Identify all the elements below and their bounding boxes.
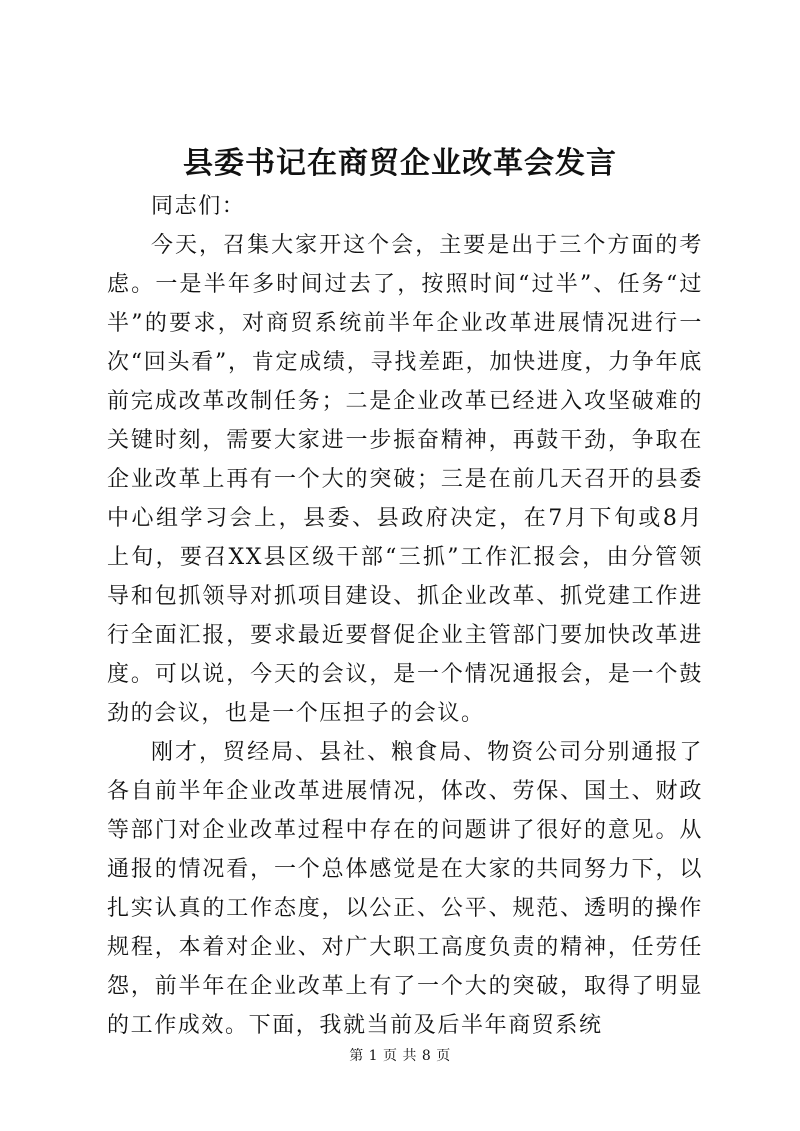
salutation: 同志们： xyxy=(151,194,246,219)
paragraph-1: 今天，召集大家开这个会，主要是出于三个方面的考虑。一是半年多时间过去了，按照时间“过半”、任务“过半”的要求，对商贸系统前半年企业改革进展情况进行一次“回头看”，肯定成绩，寻找差距，加快进度，力争年底前完成改革改制任务；二是企业改革已经进入攻坚破难的关键时刻，需要大家进一步振奋精神，再鼓干劲，争取在企业改革上再有一个大的突破；三是在前几天召开的县委中心组学习会上，县委、县政府决定，在7月下旬或8月上旬，要召XX县区级干部“三抓”工作汇报会，由分管领导和包抓领导对抓项目建设、抓企业改革、抓党建工作进行全面汇报，要求最近要督促企业主管部门要加快改革进度。可以说，今天的会议，是一个情况通报会，是一个鼓劲的会议，也是一个压担子的会议。 xyxy=(107,233,703,726)
paragraph-2: 刚才，贸经局、县社、粮食局、物资公司分别通报了各自前半年企业改革进展情况，体改、劳保、国土、财政等部门对企业改革过程中存在的问题讲了很好的意见。从通报的情况看，一个总体感觉是在大家的共同努力下，以扎实认真的工作态度，以公正、公平、规范、透明的操作规程，本着对企业、对广大职工高度负责的精神，任劳任怨，前半年在企业改革上有了一个大的突破，取得了明显的工作成效。下面，我就当前及后半年商贸系统 xyxy=(107,740,703,1038)
page-footer: 第 1 页 共 8 页 xyxy=(349,1048,451,1064)
document-body xyxy=(107,187,703,1045)
document-title: 县委书记在商贸企业改革会发言 xyxy=(183,146,617,181)
